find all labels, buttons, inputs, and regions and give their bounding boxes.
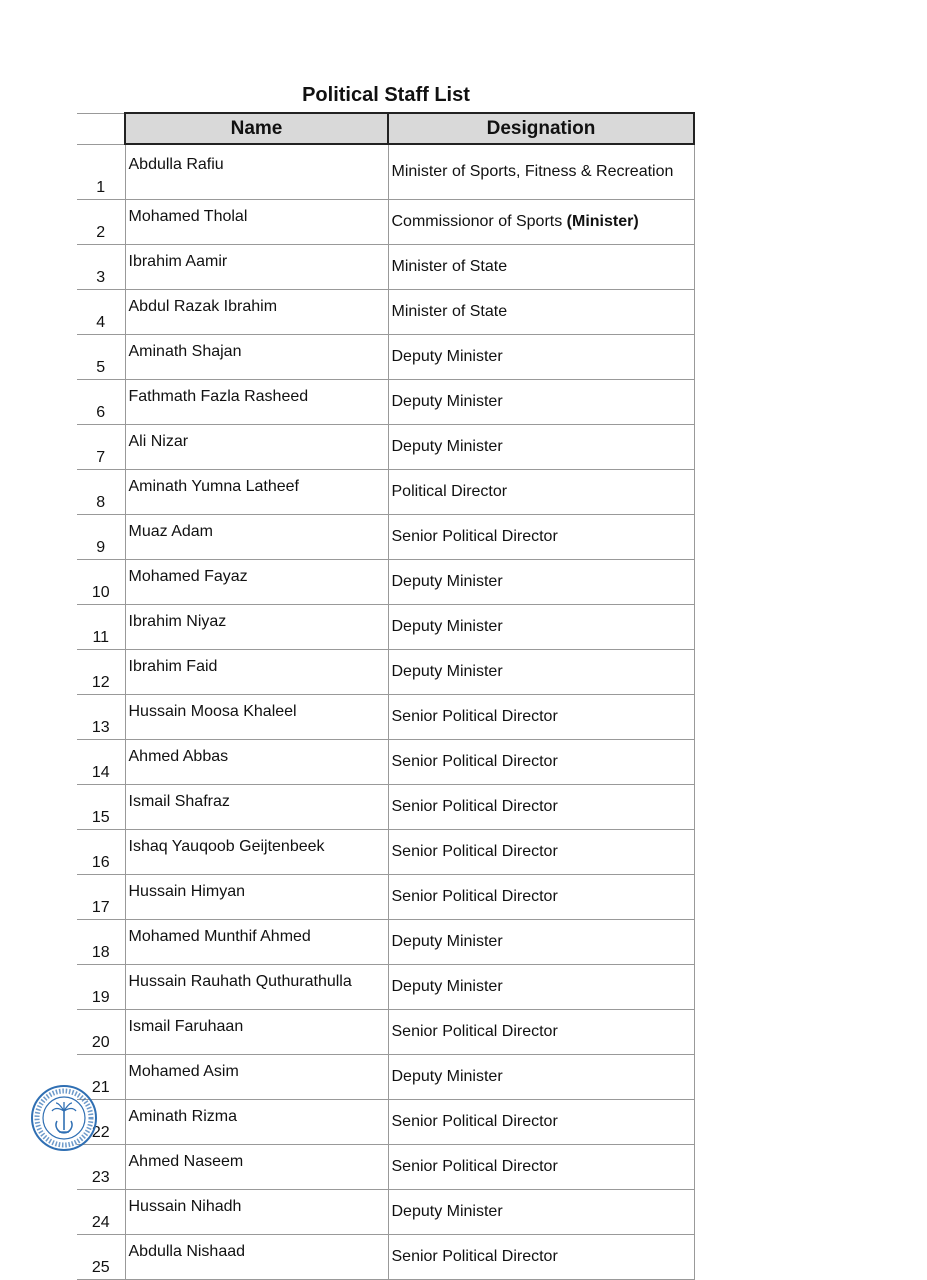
staff-designation [388,1145,694,1190]
ministry-seal-icon [30,1084,98,1152]
table-row [77,515,694,560]
row-number: 4 [77,290,125,335]
designation-text: Deputy Minister [391,933,503,950]
staff-name: Ahmed Abbas [125,740,388,785]
staff-name: Ishaq Yauqoob Geijtenbeek [125,830,388,875]
row-number: 5 [77,335,125,380]
staff-name: Hussain Himyan [125,875,388,920]
staff-designation [388,1235,694,1280]
staff-designation [388,650,694,695]
table-row [77,650,694,695]
table-row [77,605,694,650]
designation-text: Political Director [391,483,508,500]
designation-text: Deputy Minister [391,1068,503,1085]
staff-name: Hussain Rauhath Quthurathulla [125,965,388,1010]
staff-name: Abdul Razak Ibrahim [125,290,388,335]
table-row [77,335,694,380]
designation-text: Deputy Minister [391,978,503,995]
table-row [77,560,694,605]
table-row [77,785,694,830]
table-row [77,245,694,290]
table-row [77,830,694,875]
designation-text: Deputy Minister [391,393,503,410]
staff-name: Hussain Nihadh [125,1190,388,1235]
row-number: 17 [77,875,125,920]
table-row [77,425,694,470]
row-number: 7 [77,425,125,470]
designation-text: Minister of State [391,303,508,320]
staff-designation [388,1190,694,1235]
table-row [77,1145,694,1190]
staff-designation [388,875,694,920]
row-number: 25 [77,1235,125,1280]
table-row [77,695,694,740]
page-title: Political Staff List [302,84,470,106]
designation-text: Deputy Minister [391,573,503,590]
staff-name: Ibrahim Niyaz [125,605,388,650]
staff-designation [388,515,694,560]
table-row [77,1235,694,1280]
staff-designation [388,335,694,380]
table-header-row [77,113,694,144]
designation-text: Senior Political Director [391,843,558,860]
row-number: 22 [77,1100,125,1145]
row-number: 6 [77,380,125,425]
staff-name: Mohamed Tholal [125,200,388,245]
staff-name: Fathmath Fazla Rasheed [125,380,388,425]
designation-text: Senior Political Director [391,753,558,770]
designation-text: Senior Political Director [391,528,558,545]
number-column-header [77,113,125,144]
designation-text: Deputy Minister [391,618,503,635]
row-number: 3 [77,245,125,290]
designation-text: Commissionor of Sports [391,213,563,230]
row-number: 9 [77,515,125,560]
row-number: 16 [77,830,125,875]
designation-column-header: Designation [388,113,694,144]
table-row [77,1100,694,1145]
staff-name: Ismail Shafraz [125,785,388,830]
table-row [77,920,694,965]
table-row [77,380,694,425]
staff-name: Mohamed Fayaz [125,560,388,605]
table-row [77,290,694,335]
designation-text: Minister of Sports, Fitness & Recreation [391,163,674,180]
row-number: 15 [77,785,125,830]
designation-suffix: (Minister) [566,213,639,230]
staff-name: Aminath Rizma [125,1100,388,1145]
table-row [77,875,694,920]
row-number: 14 [77,740,125,785]
designation-text: Senior Political Director [391,888,558,905]
row-number: 11 [77,605,125,650]
designation-text: Deputy Minister [391,663,503,680]
staff-designation [388,200,694,245]
row-number: 20 [77,1010,125,1055]
designation-text: Deputy Minister [391,1203,503,1220]
staff-designation [388,695,694,740]
staff-designation [388,470,694,515]
staff-name: Mohamed Asim [125,1055,388,1100]
staff-designation [388,380,694,425]
staff-designation [388,1010,694,1055]
row-number: 13 [77,695,125,740]
designation-text: Senior Political Director [391,798,558,815]
staff-designation [388,605,694,650]
staff-name: Ismail Faruhaan [125,1010,388,1055]
staff-name: Aminath Yumna Latheef [125,470,388,515]
staff-name: Muaz Adam [125,515,388,560]
designation-text: Senior Political Director [391,1113,558,1130]
designation-text: Senior Political Director [391,1248,558,1265]
designation-text: Minister of State [391,258,508,275]
staff-designation [388,785,694,830]
staff-name: Ibrahim Aamir [125,245,388,290]
staff-name: Mohamed Munthif Ahmed [125,920,388,965]
staff-name: Ibrahim Faid [125,650,388,695]
staff-designation [388,425,694,470]
staff-name: Ahmed Naseem [125,1145,388,1190]
staff-designation [388,560,694,605]
designation-text: Deputy Minister [391,348,503,365]
row-number: 8 [77,470,125,515]
row-number: 1 [77,144,125,200]
row-number: 10 [77,560,125,605]
table-body [77,144,694,1280]
table-row [77,1010,694,1055]
designation-text: Senior Political Director [391,708,558,725]
staff-name: Hussain Moosa Khaleel [125,695,388,740]
row-number: 18 [77,920,125,965]
table-row [77,1055,694,1100]
row-number: 12 [77,650,125,695]
row-number: 23 [77,1145,125,1190]
row-number: 24 [77,1190,125,1235]
table-row [77,965,694,1010]
table-row [77,1190,694,1235]
staff-name: Abdulla Nishaad [125,1235,388,1280]
staff-designation [388,144,694,200]
staff-designation [388,965,694,1010]
row-number: 21 [77,1055,125,1100]
staff-table [77,112,695,1280]
staff-designation [388,1055,694,1100]
staff-designation [388,290,694,335]
staff-designation [388,830,694,875]
staff-designation [388,1100,694,1145]
staff-designation [388,740,694,785]
table-row [77,200,694,245]
designation-text: Senior Political Director [391,1023,558,1040]
designation-text: Senior Political Director [391,1158,558,1175]
table-row [77,144,694,200]
row-number: 2 [77,200,125,245]
staff-name: Abdulla Rafiu [125,144,388,200]
row-number: 19 [77,965,125,1010]
staff-designation [388,245,694,290]
table-row [77,740,694,785]
staff-designation [388,920,694,965]
staff-name: Ali Nizar [125,425,388,470]
designation-text: Deputy Minister [391,438,503,455]
staff-name: Aminath Shajan [125,335,388,380]
table-row [77,470,694,515]
name-column-header: Name [125,113,388,144]
